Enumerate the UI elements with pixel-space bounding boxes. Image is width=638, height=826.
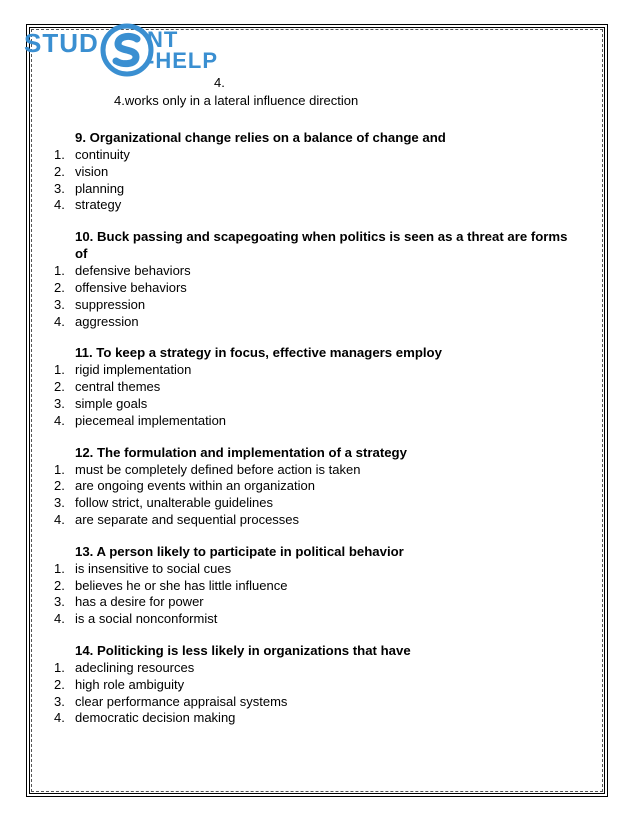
option-text: has a desire for power xyxy=(75,594,204,610)
question xyxy=(40,344,580,429)
option-text: clear performance appraisal systems xyxy=(75,693,288,709)
option-text: central themes xyxy=(75,379,161,395)
question-text: 11. To keep a strategy in focus, effective managers employ xyxy=(75,345,442,361)
answer-option xyxy=(40,611,580,628)
continuation-number: 4. xyxy=(214,75,225,90)
question xyxy=(40,543,580,628)
option-number: 2. xyxy=(54,577,65,593)
answer-option xyxy=(40,677,580,694)
question-text: 9. Organizational change relies on a balance of change and xyxy=(75,130,446,145)
option-number: 1. xyxy=(54,263,65,279)
logo-text-stud: STUD xyxy=(24,28,99,58)
option-text: simple goals xyxy=(75,395,148,411)
answer-option xyxy=(40,660,580,677)
option-text: are ongoing events within an organization xyxy=(75,478,315,494)
answer-option xyxy=(40,362,580,379)
question xyxy=(40,642,580,727)
answer-option xyxy=(40,462,580,479)
option-text: offensive behaviors xyxy=(75,279,187,295)
option-text: follow strict, unalterable guidelines xyxy=(75,495,273,511)
option-text: piecemeal implementation xyxy=(75,412,227,428)
question-list xyxy=(40,129,580,741)
option-text: is a social nonconformist xyxy=(75,611,218,627)
answer-option xyxy=(40,197,580,214)
continuation-text: 4.works only in a lateral influence direction xyxy=(114,93,359,108)
question-text: 12. The formulation and implementation of a strategy xyxy=(75,444,407,460)
option-number: 2. xyxy=(54,478,65,494)
option-number: 2. xyxy=(54,676,65,692)
answer-option xyxy=(40,314,580,331)
option-number: 3. xyxy=(54,693,65,709)
answer-option xyxy=(40,164,580,181)
option-text: believes he or she has little influence xyxy=(75,577,288,593)
option-number: 1. xyxy=(54,659,65,675)
option-text: planning xyxy=(75,180,125,196)
option-number: 2. xyxy=(54,163,65,179)
question xyxy=(40,129,580,214)
answer-option xyxy=(40,495,580,512)
option-number: 3. xyxy=(54,495,65,511)
option-number: 3. xyxy=(54,296,65,312)
option-number: 4. xyxy=(54,511,65,527)
option-number: 4. xyxy=(54,412,65,428)
option-text: strategy xyxy=(75,197,122,213)
option-number: 3. xyxy=(54,180,65,196)
answer-option xyxy=(40,297,580,314)
option-number: 3. xyxy=(54,594,65,610)
option-text: must be completely defined before action is taken xyxy=(75,461,361,477)
option-number: 1. xyxy=(54,362,65,378)
question-text: 10. Buck passing and scapegoating when politics is seen as a threat are forms of xyxy=(75,229,568,262)
answer-option xyxy=(40,280,580,297)
answer-option xyxy=(40,147,580,164)
option-text: is insensitive to social cues xyxy=(75,560,232,576)
question xyxy=(40,444,580,529)
answer-option xyxy=(40,263,580,280)
answer-option xyxy=(40,594,580,611)
option-number: 4. xyxy=(54,710,65,726)
option-number: 1. xyxy=(54,560,65,576)
option-number: 1. xyxy=(54,461,65,477)
answer-option xyxy=(40,710,580,727)
option-number: 4. xyxy=(54,611,65,627)
option-number: 3. xyxy=(54,395,65,411)
option-text: high role ambiguity xyxy=(75,676,185,692)
option-number: 1. xyxy=(54,147,65,162)
question-text: 13. A person likely to participate in political behavior xyxy=(75,543,404,559)
answer-option xyxy=(40,561,580,578)
answer-option xyxy=(40,379,580,396)
option-number: 4. xyxy=(54,197,65,213)
option-text: defensive behaviors xyxy=(75,263,191,279)
question xyxy=(40,228,580,330)
answer-option xyxy=(40,181,580,198)
option-number: 4. xyxy=(54,313,65,329)
answer-option xyxy=(40,413,580,430)
option-text: vision xyxy=(75,163,109,179)
logo-text-help: -HELP xyxy=(147,48,218,73)
answer-option xyxy=(40,478,580,495)
option-text: continuity xyxy=(75,147,130,162)
option-number: 2. xyxy=(54,379,65,395)
option-text: are separate and sequential processes xyxy=(75,511,300,527)
question-text: 14. Politicking is less likely in organizations that have xyxy=(75,642,411,658)
option-text: suppression xyxy=(75,296,146,312)
option-text: democratic decision making xyxy=(75,710,236,726)
answer-option xyxy=(40,578,580,595)
answer-option xyxy=(40,512,580,529)
option-text: aggression xyxy=(75,313,139,329)
answer-option xyxy=(40,396,580,413)
option-text: adeclining resources xyxy=(75,659,195,675)
logo-text-nt: NT xyxy=(147,27,179,52)
option-number: 2. xyxy=(54,279,65,295)
answer-option xyxy=(40,694,580,711)
option-text: rigid implementation xyxy=(75,362,192,378)
